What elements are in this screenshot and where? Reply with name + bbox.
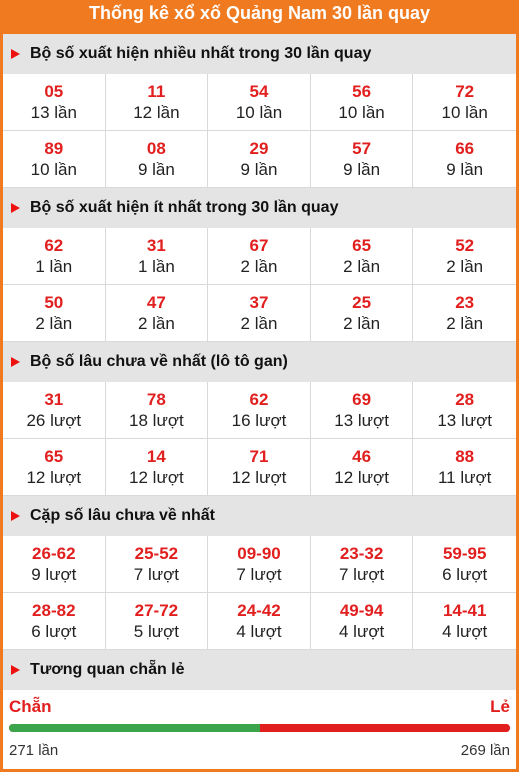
occurrence-count: 9 lần <box>446 159 484 179</box>
number-cell <box>106 439 209 496</box>
occurrence-count: 12 lần <box>133 102 180 122</box>
lottery-number: 11 <box>147 81 166 101</box>
occurrence-count: 11 lượt <box>437 467 492 487</box>
occurrence-count: 7 lượt <box>133 564 179 584</box>
lottery-number: 59-95 <box>442 543 487 563</box>
section-header <box>3 34 516 74</box>
lottery-number: 57 <box>352 138 372 158</box>
number-grid <box>3 228 516 342</box>
lottery-number: 26-62 <box>32 543 76 563</box>
section-title: Bộ số lâu chưa về nhất (lô tô gan) <box>30 353 288 370</box>
number-cell <box>311 439 414 496</box>
number-cell <box>311 536 414 593</box>
number-cell <box>413 74 516 131</box>
occurrence-count: 12 lượt <box>129 467 184 487</box>
number-cell <box>106 131 209 188</box>
occurrence-count: 12 lượt <box>231 467 287 487</box>
occurrence-count: 2 lần <box>343 256 381 276</box>
parity-labels <box>9 690 510 720</box>
number-cell <box>413 439 516 496</box>
lottery-number: 88 <box>455 446 475 466</box>
occurrence-count: 2 lần <box>240 256 278 276</box>
number-grid <box>3 536 516 650</box>
occurrence-count: 1 lần <box>137 256 175 276</box>
stats-section <box>3 34 516 188</box>
number-cell <box>208 131 311 188</box>
number-cell <box>3 593 106 650</box>
lottery-number: 14-41 <box>442 600 487 620</box>
section-title: Bộ số xuất hiện ít nhất trong 30 lần quay <box>30 199 339 216</box>
occurrence-count: 10 lần <box>441 102 488 122</box>
number-cell <box>413 382 516 439</box>
number-cell <box>311 285 414 342</box>
lottery-number: 46 <box>352 446 372 466</box>
lottery-number: 31 <box>146 235 166 255</box>
lottery-number: 72 <box>455 81 475 101</box>
occurrence-count: 2 lần <box>446 313 484 333</box>
number-cell <box>208 439 311 496</box>
number-cell <box>208 285 311 342</box>
stats-section <box>3 496 516 650</box>
lottery-number: 05 <box>44 81 64 101</box>
occurrence-count: 16 lượt <box>231 410 287 430</box>
occurrence-count: 9 lần <box>343 159 381 179</box>
section-title: Bộ số xuất hiện nhiều nhất trong 30 lần quay <box>30 45 372 62</box>
number-grid <box>3 382 516 496</box>
number-cell <box>3 382 106 439</box>
lottery-number: 23 <box>455 292 475 312</box>
lottery-number: 09-90 <box>237 543 281 563</box>
parity-body <box>3 690 516 759</box>
lottery-number: 89 <box>44 138 64 158</box>
lottery-number: 67 <box>249 235 269 255</box>
lottery-number: 28 <box>455 389 475 409</box>
number-cell <box>311 74 414 131</box>
even-count: 271 lần <box>9 742 59 759</box>
widget-title: Thống kê xổ xố Quảng Nam 30 lần quay <box>3 0 516 34</box>
lottery-number: 78 <box>146 389 166 409</box>
lottery-number: 25-52 <box>134 543 179 563</box>
lottery-number: 62 <box>44 235 64 255</box>
number-cell <box>208 228 311 285</box>
stats-section <box>3 342 516 496</box>
lottery-number: 28-82 <box>32 600 76 620</box>
even-label: Chẵn <box>9 697 52 716</box>
occurrence-count: 4 lượt <box>442 621 488 641</box>
lottery-number: 14 <box>146 446 166 466</box>
lottery-number: 47 <box>146 292 166 312</box>
number-cell <box>106 74 209 131</box>
lottery-number: 71 <box>249 446 269 466</box>
lottery-number: 65 <box>44 446 64 466</box>
occurrence-count: 2 lần <box>137 313 175 333</box>
occurrence-count: 12 lượt <box>26 467 82 487</box>
arrow-right-icon <box>11 49 20 59</box>
occurrence-count: 5 lượt <box>133 621 179 641</box>
number-cell <box>413 285 516 342</box>
lottery-number: 24-42 <box>237 600 281 620</box>
number-cell <box>106 593 209 650</box>
lottery-number: 56 <box>352 81 372 101</box>
number-cell <box>3 74 106 131</box>
occurrence-count: 7 lượt <box>338 564 385 584</box>
occurrence-count: 4 lượt <box>338 621 385 641</box>
number-cell <box>413 593 516 650</box>
occurrence-count: 2 lần <box>35 313 73 333</box>
number-cell <box>208 536 311 593</box>
lottery-number: 52 <box>455 235 475 255</box>
lottery-number: 08 <box>146 138 166 158</box>
occurrence-count: 10 lần <box>30 159 77 179</box>
number-cell <box>311 228 414 285</box>
number-cell <box>208 74 311 131</box>
occurrence-count: 1 lần <box>35 256 73 276</box>
occurrence-count: 4 lượt <box>236 621 282 641</box>
occurrence-count: 26 lượt <box>26 410 82 430</box>
number-cell <box>208 593 311 650</box>
number-cell <box>311 593 414 650</box>
number-cell <box>413 228 516 285</box>
parity-bar <box>9 724 510 732</box>
number-cell <box>3 228 106 285</box>
occurrence-count: 18 lượt <box>129 410 184 430</box>
lottery-number: 31 <box>44 389 64 409</box>
lottery-number: 69 <box>352 389 372 409</box>
number-cell <box>208 382 311 439</box>
lottery-number: 66 <box>455 138 475 158</box>
parity-section <box>3 650 516 759</box>
arrow-right-icon <box>11 511 20 521</box>
lottery-number: 37 <box>249 292 269 312</box>
occurrence-count: 2 lần <box>240 313 278 333</box>
occurrence-count: 2 lần <box>446 256 484 276</box>
number-cell <box>413 131 516 188</box>
number-cell <box>3 131 106 188</box>
occurrence-count: 9 lần <box>137 159 175 179</box>
lottery-number: 29 <box>249 138 269 158</box>
sections-container <box>3 34 516 650</box>
section-header-parity <box>3 650 516 690</box>
occurrence-count: 2 lần <box>343 313 381 333</box>
even-bar-fill <box>9 724 260 732</box>
lottery-number: 54 <box>249 81 269 101</box>
occurrence-count: 13 lượt <box>437 410 493 430</box>
odd-label: Lẻ <box>490 697 510 716</box>
occurrence-count: 6 lượt <box>442 564 488 584</box>
section-title: Cặp số lâu chưa về nhất <box>30 507 215 524</box>
arrow-right-icon <box>11 665 20 675</box>
lottery-number: 25 <box>352 292 372 312</box>
lottery-number: 27-72 <box>134 600 179 620</box>
number-cell <box>3 536 106 593</box>
odd-bar-fill <box>260 724 510 732</box>
lottery-number: 50 <box>44 292 64 312</box>
lottery-number: 65 <box>352 235 372 255</box>
occurrence-count: 10 lần <box>338 102 385 122</box>
odd-count: 269 lần <box>460 742 510 759</box>
number-cell <box>106 536 209 593</box>
number-grid <box>3 74 516 188</box>
number-cell <box>3 285 106 342</box>
number-cell <box>413 536 516 593</box>
occurrence-count: 6 lượt <box>31 621 77 641</box>
occurrence-count: 9 lần <box>240 159 278 179</box>
section-header <box>3 496 516 536</box>
number-cell <box>311 131 414 188</box>
number-cell <box>106 285 209 342</box>
occurrence-count: 10 lần <box>235 102 283 122</box>
number-cell <box>311 382 414 439</box>
number-cell <box>106 382 209 439</box>
lottery-number: 23-32 <box>339 543 384 563</box>
section-header <box>3 342 516 382</box>
number-cell <box>106 228 209 285</box>
stats-section <box>3 188 516 342</box>
occurrence-count: 7 lượt <box>236 564 282 584</box>
arrow-right-icon <box>11 203 20 213</box>
arrow-right-icon <box>11 357 20 367</box>
section-title: Tương quan chẵn lẻ <box>30 661 185 678</box>
section-header <box>3 188 516 228</box>
lottery-number: 62 <box>249 389 269 409</box>
occurrence-count: 12 lượt <box>334 467 389 487</box>
occurrence-count: 9 lượt <box>31 564 77 584</box>
occurrence-count: 13 lượt <box>334 410 389 430</box>
parity-counts <box>9 742 510 759</box>
occurrence-count: 13 lần <box>30 102 77 122</box>
number-cell <box>3 439 106 496</box>
lottery-number: 49-94 <box>339 600 384 620</box>
